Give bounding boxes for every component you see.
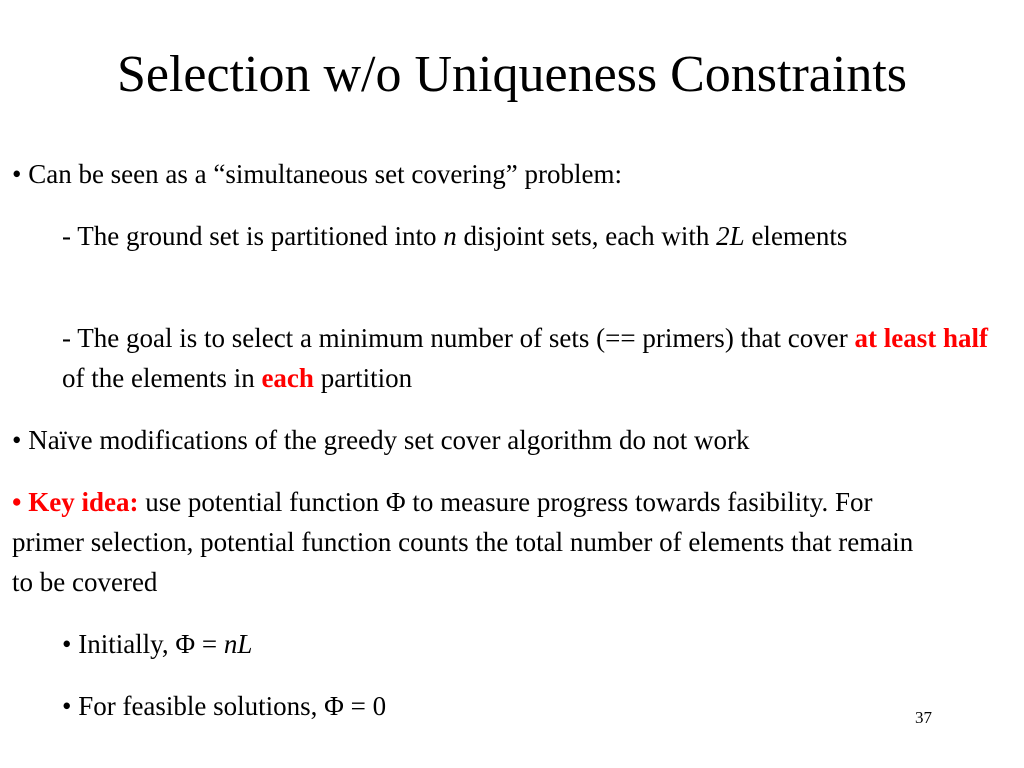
subpoint-text: For feasible solutions, Φ = 0 (78, 691, 387, 721)
subpoint-text: disjoint sets, each with (456, 221, 717, 251)
variable-2L: 2L (716, 221, 745, 251)
subpoint-goal (62, 318, 992, 398)
bullet-marker: • (12, 425, 22, 455)
bullet-text: Can be seen as a “simultaneous set covering” problem: (28, 159, 623, 189)
bullet-text: Naïve modifications of the greedy set cover algorithm do not work (28, 425, 750, 455)
variable-n: n (443, 221, 457, 251)
bullet-key-idea (12, 482, 917, 602)
subpoint-text: Initially, Φ = (78, 629, 224, 659)
bullet-marker: • (12, 159, 22, 189)
slide-title: Selection w/o Uniqueness Constraints (116, 46, 908, 103)
subpoint-text: - The goal is to select a minimum number of sets (== primers) that cover (62, 323, 855, 353)
bullet-simultaneous-set-covering (12, 154, 1012, 194)
subpoint-ground-set (62, 216, 962, 256)
key-idea-label: Key idea: (28, 487, 139, 517)
emphasis-each: each (261, 363, 314, 393)
emphasis-at-least-half: at least half (854, 323, 988, 353)
bullet-text: use potential function Φ to measure progress towards fasibility. For primer selection, potential function counts the total number of elements that remain to be covered (12, 487, 914, 597)
subpoint-text: partition (313, 363, 413, 393)
bullet-naive-modifications (12, 420, 1012, 460)
subpoint-initially (62, 624, 962, 664)
subpoint-text: - The ground set is partitioned into (62, 221, 444, 251)
variable-nL: nL (223, 629, 253, 659)
subpoint-text: of the elements in (62, 363, 262, 393)
bullet-marker-red: • (12, 487, 22, 517)
page-number: 37 (915, 708, 932, 727)
bullet-marker: • (62, 629, 72, 659)
subpoint-text: elements (744, 221, 848, 251)
subpoint-feasible-solutions (62, 686, 862, 726)
bullet-marker: • (62, 691, 72, 721)
